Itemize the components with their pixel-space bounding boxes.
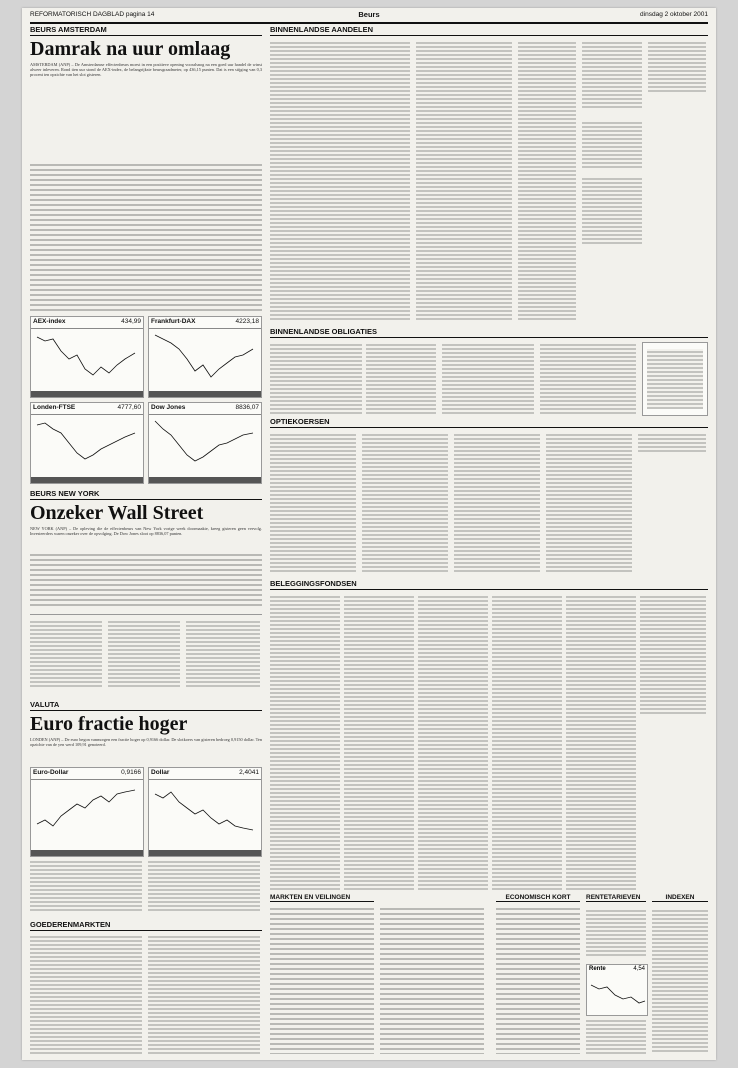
chart-euro-dollar-line — [31, 780, 143, 848]
chart-dollar — [148, 767, 262, 857]
chart-dow-jones — [148, 402, 262, 484]
chart-ftse-value: 4777,60 — [117, 404, 141, 411]
article-amsterdam-continued — [30, 164, 262, 314]
chart-dow-name: Dow Jones — [151, 404, 186, 411]
header-center: Beurs — [358, 10, 380, 19]
chart-dax — [148, 316, 262, 398]
section-binnenlandse-aandelen: BINNENLANDSE AANDELEN — [270, 24, 708, 36]
section-indexen: INDEXEN — [652, 894, 708, 902]
section-rentetarieven: RENTETARIEVEN — [586, 894, 646, 902]
currency-tables — [30, 859, 262, 915]
section-binnenlandse-obligaties: BINNENLANDSE OBLIGATIES — [270, 326, 708, 338]
newspaper-page — [22, 8, 716, 1060]
chart-ftse — [30, 402, 144, 484]
chart-rente-name: Rente — [589, 966, 606, 972]
chart-dax-name: Frankfurt-DAX — [151, 318, 196, 325]
chart-rente — [586, 964, 648, 1016]
chart-aex-line — [31, 329, 143, 389]
american-stocks-table — [30, 614, 262, 693]
chart-dollar-name: Dollar — [151, 769, 170, 776]
economisch-text — [496, 908, 580, 1054]
headline-valuta: Euro fractie hoger — [30, 713, 188, 735]
domestic-bonds-table — [270, 338, 708, 416]
chart-dax-line — [149, 329, 261, 389]
left-column — [30, 24, 262, 1054]
chart-ftse-name: Londen-FTSE — [33, 404, 76, 411]
commodities-table — [30, 934, 262, 1054]
article-new-york: NEW YORK (ANP) – De opleving die de effectenbeurs van New York vorige week doormaakte, kreeg gisteren geen vervolg. Investeerders waren onzeker over de opvolging. De Dow Jones sloot op 8836,07 punten. — [30, 526, 262, 537]
markten-text-2 — [380, 908, 484, 1054]
section-valuta: VALUTA — [30, 699, 262, 711]
header-left: REFORMATORISCH DAGBLAD pagina 14 — [30, 11, 155, 18]
investment-funds-table — [270, 590, 708, 894]
chart-dollar-value: 2,4041 — [239, 769, 259, 776]
article-new-york-continued — [30, 554, 262, 608]
section-goederenmarkten: GOEDERENMARKTEN — [30, 919, 262, 931]
header-right: dinsdag 2 oktober 2001 — [640, 11, 708, 18]
chart-euro-dollar — [30, 767, 144, 857]
chart-rente-line — [587, 975, 647, 1013]
section-markten-veilingen: MARKTEN EN VEILINGEN — [270, 894, 374, 902]
chart-dax-value: 4223,18 — [235, 318, 259, 325]
chart-euro-dollar-value: 0,9166 — [121, 769, 141, 776]
chart-rente-value: 4,54 — [633, 966, 645, 972]
chart-dollar-line — [149, 780, 261, 848]
headline-amsterdam: Damrak na uur omlaag — [30, 38, 231, 60]
section-beurs-amsterdam: BEURS AMSTERDAM — [30, 24, 262, 36]
chart-aex-value: 434,99 — [121, 318, 141, 325]
chart-dow-line — [149, 415, 261, 475]
domestic-stocks-table — [270, 36, 708, 326]
chart-euro-dollar-name: Euro-Dollar — [33, 769, 69, 776]
chart-ftse-line — [31, 415, 143, 475]
article-amsterdam: AMSTERDAM (ANP) – De Amsterdamse effectenbeurs moest in een positieve opening vooralsnog na een goed uur handel de winst alweer inleveren. Rond tien uur stond de AEX-index, de belangrijkste beursgraadmeter, op 436,15 punten. Dat is een stijging van 0,3 procent ten opzichte van het slot gisteren. — [30, 62, 262, 78]
advertising-box — [642, 342, 708, 416]
bottom-sections — [270, 894, 708, 1054]
article-valuta: LONDEN (ANP) – De euro begon vanmorgen een fractie hoger op 0,9166 dollar. De slotkoers van gisteren bedroeg 0,9150 dollar. Ten opzichte van de yen werd 109,91 genoteerd. — [30, 737, 262, 748]
section-beleggingsfondsen: BELEGGINGSFONDSEN — [270, 578, 708, 590]
index-charts-grid — [30, 316, 262, 484]
options-table — [270, 428, 708, 578]
page-header — [30, 10, 708, 24]
currency-charts — [30, 767, 262, 859]
right-column — [270, 24, 708, 1054]
section-beurs-new-york: BEURS NEW YORK — [30, 488, 262, 500]
chart-dow-value: 8836,07 — [235, 404, 259, 411]
headline-new-york: Onzeker Wall Street — [30, 502, 204, 524]
markten-text — [270, 908, 374, 1054]
chart-aex-name: AEX-index — [33, 318, 66, 325]
section-optiekoersen: OPTIEKOERSEN — [270, 416, 708, 428]
chart-aex — [30, 316, 144, 398]
section-economisch-kort: ECONOMISCH KORT — [496, 894, 580, 902]
